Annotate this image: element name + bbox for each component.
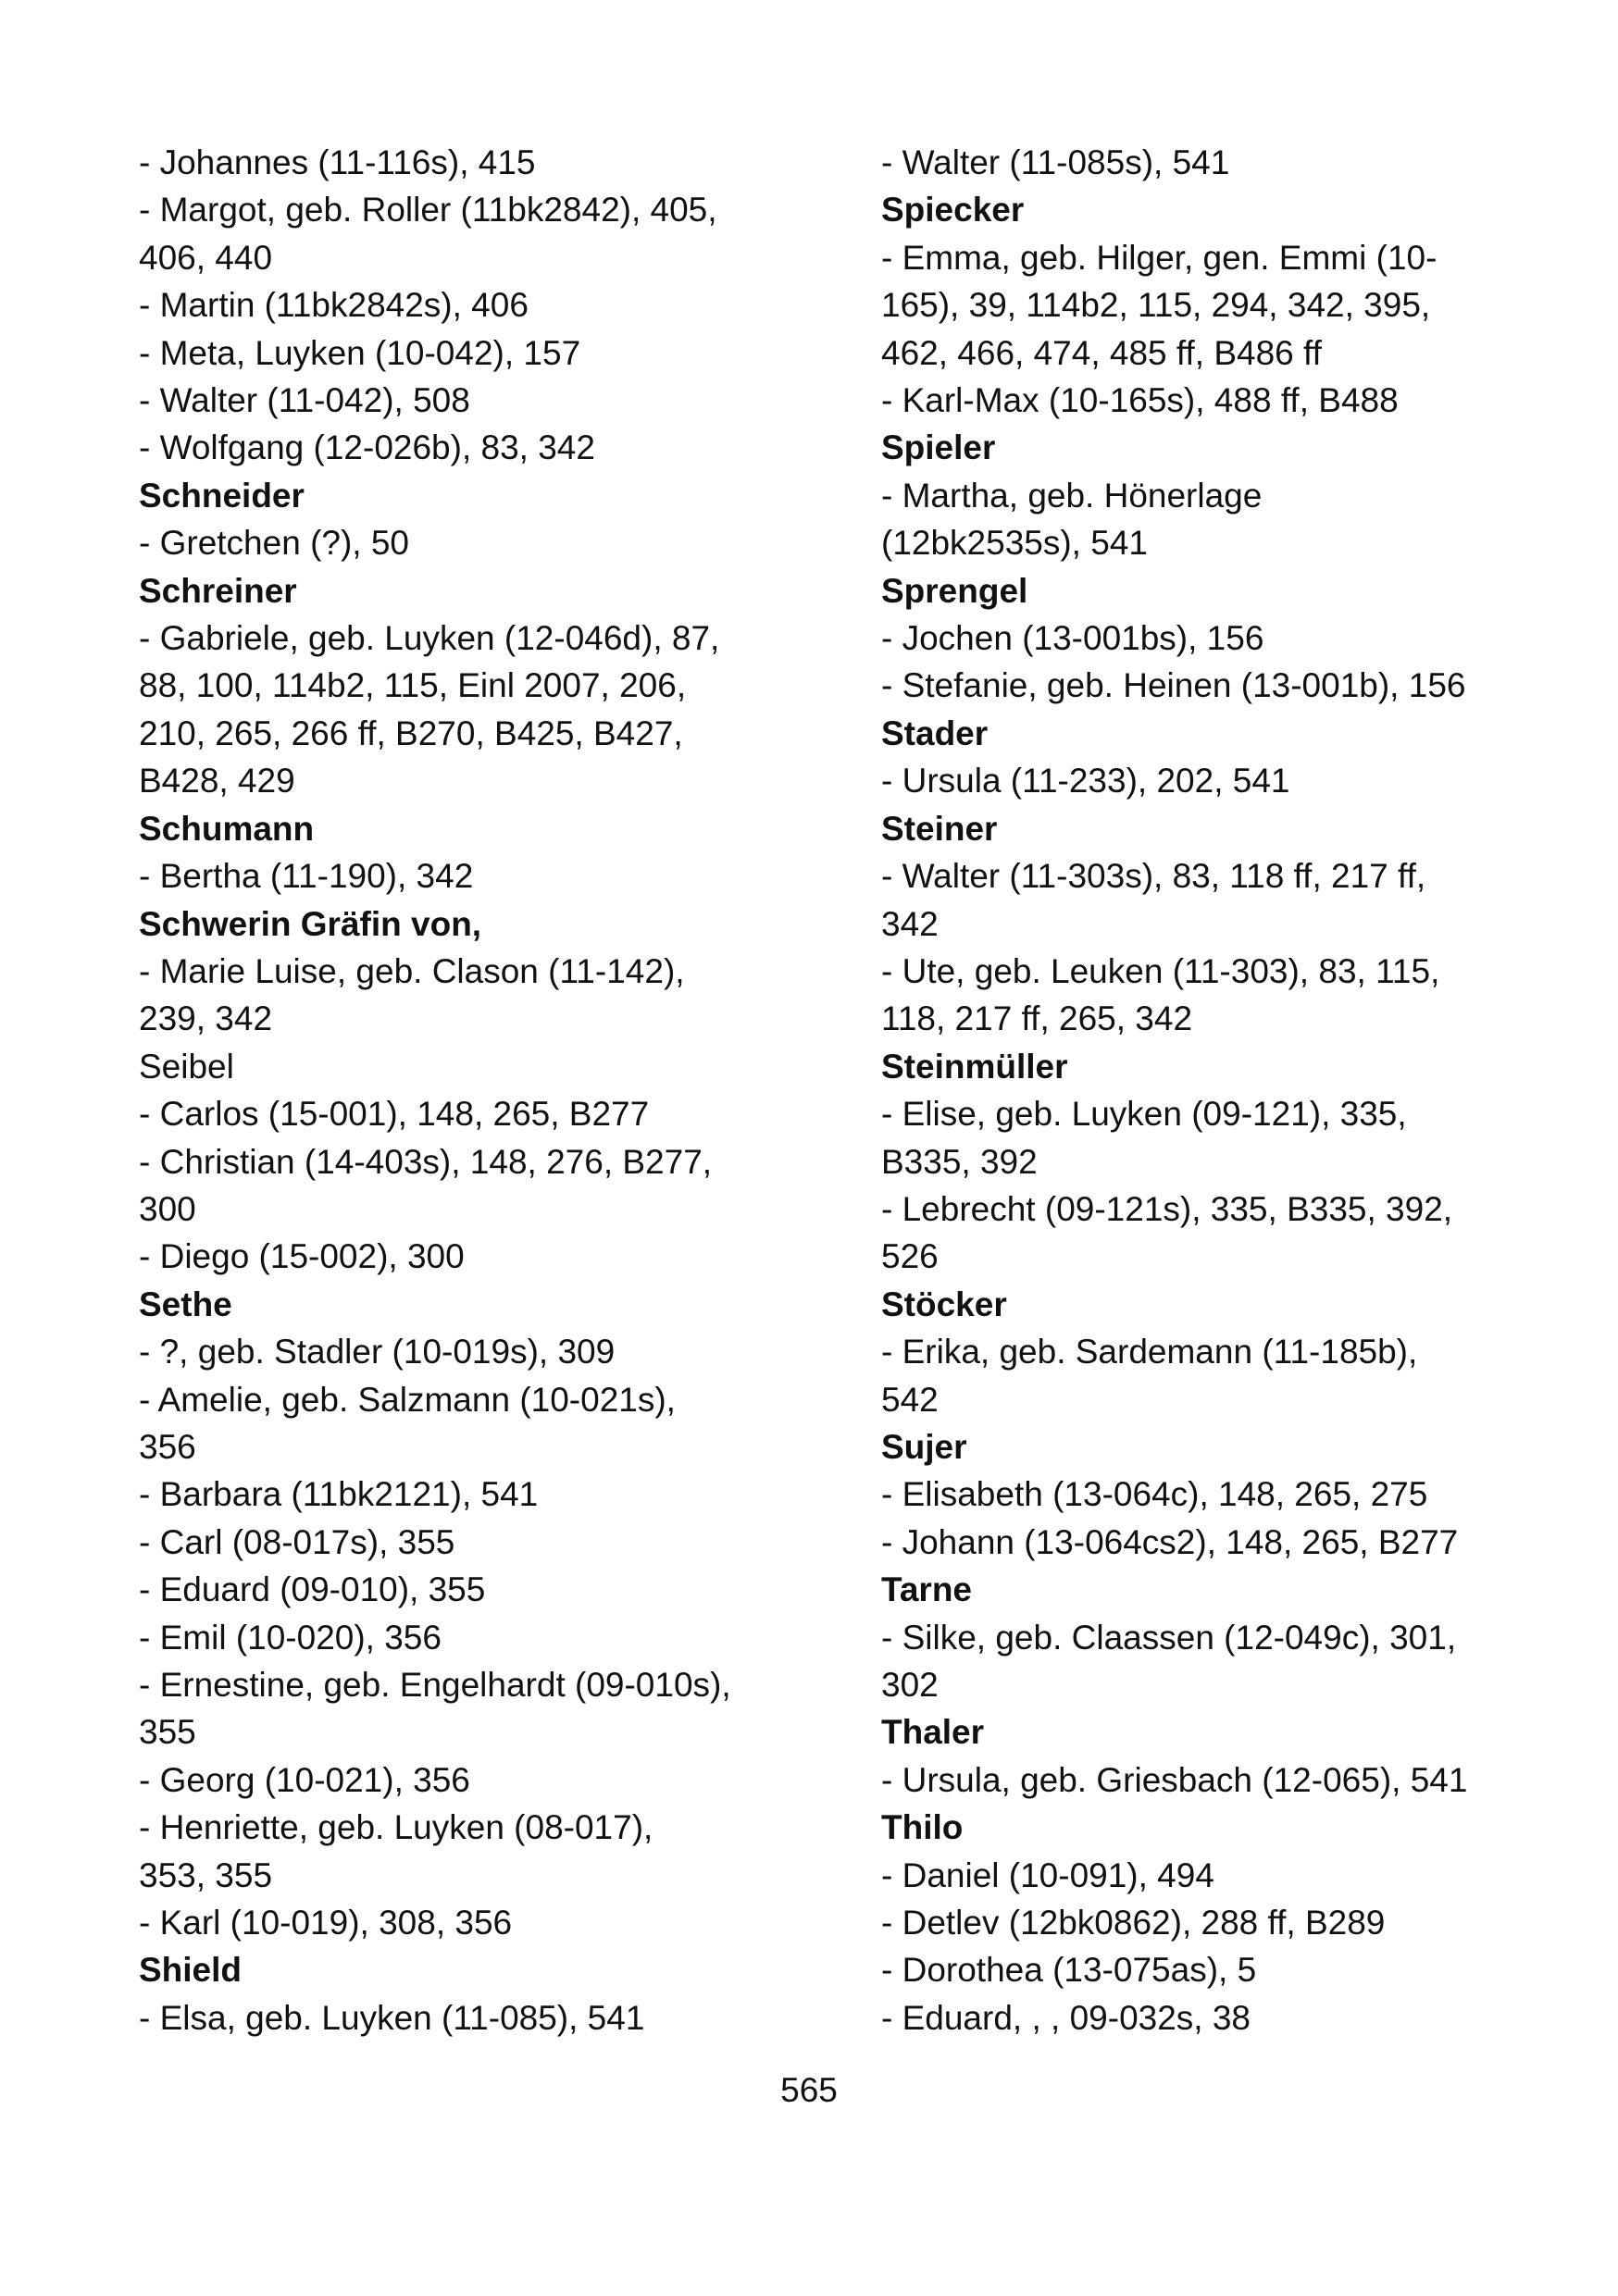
index-entry: - Walter (11-303s), 83, 118 ff, 217 ff,	[881, 857, 1426, 896]
index-entry: - Barbara (11bk2121), 541	[139, 1475, 539, 1514]
index-entry: - Elisabeth (13-064c), 148, 265, 275	[881, 1475, 1428, 1514]
index-entry: - Ursula, geb. Griesbach (12-065), 541	[881, 1760, 1468, 1799]
index-column-left	[139, 139, 778, 2042]
index-entry: 210, 265, 266 ff, B270, B425, B427,	[139, 714, 683, 752]
index-entry: 526	[881, 1237, 939, 1276]
index-entry: - Johann (13-064cs2), 148, 265, B277	[881, 1522, 1459, 1561]
index-entry: - Daniel (10-091), 494	[881, 1855, 1214, 1894]
index-entry: - Wolfgang (12-026b), 83, 342	[139, 428, 595, 467]
index-entry: 300	[139, 1189, 196, 1228]
index-entry: - Amelie, geb. Salzmann (10-021s),	[139, 1380, 676, 1419]
index-entry: - Carlos (15-001), 148, 265, B277	[139, 1095, 650, 1134]
index-entry: - Martin (11bk2842s), 406	[139, 286, 529, 325]
index-heading: Shield	[139, 1951, 243, 1990]
index-heading: Steinmüller	[881, 1047, 1068, 1086]
index-entry: 542	[881, 1380, 939, 1419]
index-entry: - Erika, geb. Sardemann (11-185b),	[881, 1333, 1418, 1371]
index-heading: Schwerin Gräfin von,	[139, 904, 482, 943]
index-entry: - Bertha (11-190), 342	[139, 857, 474, 896]
index-entry: - Walter (11-042), 508	[139, 381, 470, 420]
index-entry: - Dorothea (13-075as), 5	[881, 1951, 1257, 1990]
index-entry: - Karl (10-019), 308, 356	[139, 1904, 513, 1942]
index-entry: - Stefanie, geb. Heinen (13-001b), 156	[881, 666, 1466, 705]
index-entry: - ?, geb. Stadler (10-019s), 309	[139, 1333, 616, 1371]
index-entry: 462, 466, 474, 485 ff, B486 ff	[881, 333, 1322, 372]
index-entry: - Emma, geb. Hilger, gen. Emmi (10-	[881, 238, 1438, 277]
index-entry: B335, 392	[881, 1142, 1038, 1181]
index-entry: B428, 429	[139, 762, 295, 800]
index-heading: Sprengel	[881, 571, 1028, 610]
index-entry: - Emil (10-020), 356	[139, 1618, 442, 1657]
index-entry: - Jochen (13-001bs), 156	[881, 619, 1264, 658]
page-number: 565	[780, 2071, 838, 2109]
index-entry: - Ursula (11-233), 202, 541	[881, 762, 1290, 800]
index-entry: - Walter (11-085s), 541	[881, 143, 1230, 181]
index-entry: - Lebrecht (09-121s), 335, B335, 392,	[881, 1189, 1453, 1228]
index-entry: - Johannes (11-116s), 415	[139, 143, 536, 181]
index-entry: - Diego (15-002), 300	[139, 1237, 465, 1276]
index-entry: 239, 342	[139, 999, 273, 1038]
index-entry: - Gretchen (?), 50	[139, 524, 410, 563]
index-entry: - Henriette, geb. Luyken (08-017),	[139, 1808, 653, 1847]
index-entry: - Eduard (09-010), 355	[139, 1570, 486, 1609]
index-entry: - Carl (08-017s), 355	[139, 1522, 455, 1561]
index-heading: Schumann	[139, 809, 315, 848]
index-entry: - Eduard, , , 09-032s, 38	[881, 1998, 1251, 2037]
index-column-right	[881, 139, 1520, 2042]
index-entry: - Georg (10-021), 356	[139, 1760, 470, 1799]
index-entry: 165), 39, 114b2, 115, 294, 342, 395,	[881, 286, 1431, 325]
index-heading: Thaler	[881, 1713, 985, 1752]
index-entry: - Gabriele, geb. Luyken (12-046d), 87,	[139, 619, 720, 658]
index-entry: - Elise, geb. Luyken (09-121), 335,	[881, 1095, 1407, 1134]
index-heading: Thilo	[881, 1808, 964, 1847]
index-entry: 406, 440	[139, 238, 273, 277]
index-entry: (12bk2535s), 541	[881, 524, 1148, 563]
index-heading: Spiecker	[881, 191, 1025, 230]
index-heading: Sujer	[881, 1427, 967, 1466]
index-entry: - Christian (14-403s), 148, 276, B277,	[139, 1142, 713, 1181]
index-entry: 88, 100, 114b2, 115, Einl 2007, 206,	[139, 666, 687, 705]
index-entry: - Ernestine, geb. Engelhardt (09-010s),	[139, 1666, 731, 1704]
index-heading: Tarne	[881, 1570, 973, 1609]
index-heading: Steiner	[881, 809, 998, 848]
index-entry: - Detlev (12bk0862), 288 ff, B289	[881, 1904, 1386, 1942]
index-heading: Schreiner	[139, 571, 297, 610]
index-entry: 355	[139, 1713, 196, 1752]
index-entry: - Margot, geb. Roller (11bk2842), 405,	[139, 191, 717, 230]
index-entry: 353, 355	[139, 1855, 273, 1894]
index-heading: Stader	[881, 714, 989, 752]
index-entry: - Silke, geb. Claassen (12-049c), 301,	[881, 1618, 1457, 1657]
index-entry: Seibel	[139, 1047, 234, 1086]
index-entry: - Karl-Max (10-165s), 488 ff, B488	[881, 381, 1399, 420]
index-heading: Sethe	[139, 1285, 232, 1323]
index-entry: - Elsa, geb. Luyken (11-085), 541	[139, 1998, 645, 2037]
index-entry: 302	[881, 1666, 939, 1704]
index-entry: 118, 217 ff, 265, 342	[881, 999, 1193, 1038]
index-heading: Spieler	[881, 428, 996, 467]
index-heading: Schneider	[139, 476, 305, 515]
index-entry: 356	[139, 1427, 196, 1466]
index-entry: - Martha, geb. Hönerlage	[881, 476, 1263, 515]
index-entry: - Marie Luise, geb. Clason (11-142),	[139, 951, 685, 990]
index-entry: - Meta, Luyken (10-042), 157	[139, 333, 581, 372]
index-entry: 342	[881, 904, 939, 943]
index-heading: Stöcker	[881, 1285, 1007, 1323]
index-entry: - Ute, geb. Leuken (11-303), 83, 115,	[881, 951, 1440, 990]
